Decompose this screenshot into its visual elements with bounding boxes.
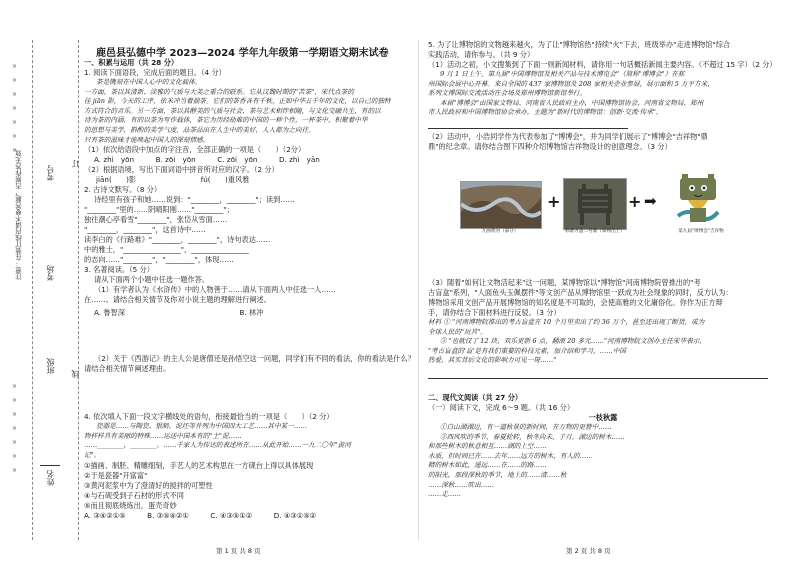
q5-3-stem-cont-1: 古盲盒"系列，"人面鱼头玉佩摆件"等文创产品从博物馆里一跃成为社会现象的同时，反方认为： [428, 288, 733, 297]
q2-line-7: 的志向……"________"，"________"，体现…… [84, 255, 234, 265]
q1-1-options: A. zhì yōn B. zōi yōn C. zōi yōn D. zhì yān [94, 155, 320, 165]
essay-para-7: ……深秋……吹出…… [428, 480, 494, 489]
q5-3-stem: （3）随着"如何让文物活起来"这一问题，某博物馆以"博物馆"河南博物院曾推出的"考 [428, 278, 701, 287]
q4-options[interactable]: A. ③④②①⑤ B. ③⑤④②① C. ④③⑤①② D. ④③①⑤② [84, 510, 317, 520]
xingming-underline [40, 465, 60, 466]
margin-label-ding: 订 [71, 160, 80, 168]
arrow-right-icon: ➡ [644, 192, 657, 210]
q3-2-stem-cont: 请结合相关情节阐述理由。 [84, 364, 171, 374]
q5-material-1-cont: 全球人民的"玩具"。 [428, 327, 487, 336]
margin-label-kaochang: 考场 [46, 265, 55, 281]
q5-3-stem-cont-3: 手，请你结合下面材料进行反驳。（3 分） [428, 308, 561, 317]
binding-line [78, 40, 79, 540]
q3-stem: 3. 名著阅读。（5 分） [84, 265, 154, 275]
q5-material-2-cont-1: "考古盲盒的'盲'是有我们重要的科技元素，加介绍和学习，……中国 [428, 346, 626, 355]
q3-2-stem: （2）关于《西游记》的主人公是唐僧还是孙悟空这一问题，同学们有不同的看法，你的看法是什么？ [94, 354, 415, 364]
q2-line-2: "________"里的……阴晴阳刚……"________"； [84, 205, 234, 215]
margin-cross-marks-lower: × × × × × × × [12, 383, 18, 474]
q3-2-answer-space[interactable] [84, 374, 410, 412]
cut-line [32, 40, 33, 540]
q4-passage-line-4: 记"。 [84, 450, 101, 459]
q4-item-2: ②于是瓷器"开富富" [84, 470, 148, 480]
essay-para-8: ……走…… [428, 490, 461, 499]
q2-line-3: 独往潮心亭看雪"________"，张岱从雪面…… [84, 215, 228, 225]
page-title: 鹿邑县弘德中学 2023—2024 学年九年级第一学期语文期末试卷 [96, 48, 389, 59]
q1-2-blank-a[interactable]: jiān( )影 [96, 175, 137, 185]
reading-sub-header: （一）阅读下文，完成 6～9 题。（共 16 分） [428, 402, 575, 412]
plus-sign-1: + [547, 192, 561, 211]
margin-label-xingming: 姓名 [46, 470, 55, 486]
essay-title: 一枝秋露 [588, 412, 618, 422]
caption-mascot: 第九届"博博会"吉祥物 [678, 229, 724, 234]
column-divider [418, 40, 419, 540]
q5-material-1: 材料 ① "河南博物院推出的考古盲盒在 10 个月里卖出了约 36 万个，甚至还出现了断货，成为 [428, 318, 705, 326]
q4-item-3: ③黄河泥浆中为了澄清好的搅拌的可塑性 [84, 480, 213, 490]
q5-stem: 5. 为了让博物馆的文物越来越火，为了让"博物馆热"持续"火"下去，班级举办"走进博物馆"综合 [428, 40, 731, 49]
essay-para-2: ②西风吹的季节，春夏轮转，秋冬尚未，子月，湖边的树木…… [440, 432, 625, 441]
q5-3-answer-line[interactable] [428, 366, 768, 379]
q1-passage-line-5: 诗为茶的内涵，有的以茶为写作载体，茶它为历经劫难的中国的一种个性，一杯茶中，积聚着中华 [84, 116, 368, 125]
q2-line-4: "________，________"，这首诗中…… [84, 225, 206, 235]
right-column-lower [428, 278, 778, 500]
q3-option-b[interactable]: B. 林冲 [239, 308, 264, 318]
section-2-header: 二、现代文阅读（共 27 分） [428, 392, 523, 402]
q1-passage-line-4: 方式符合的音乐。另一方面，茶以其醇美的气质与社会，茶与艺术相伴相随，与文化交融共生，有的以 [84, 106, 381, 115]
section-1-header: 一、积累与运用（共 28 分） [84, 58, 179, 67]
q3-option-a[interactable]: A. 鲁智深 [94, 308, 125, 318]
q4-item-5: ⑤而且彻底烧炼出，蛋壳奇妙 [84, 500, 177, 510]
q4-item-4: ④与石砚受到子石材的形式不同 [84, 490, 184, 500]
margin-label-xuehao: 考号 [46, 165, 55, 181]
q5-1-answer-line[interactable] [428, 118, 628, 129]
bronze-ding-image [563, 178, 627, 230]
q1-2-blank-b[interactable]: fú( )重风雅 [200, 175, 250, 185]
q2-stem: 2. 古诗文默写。（8 分） [84, 185, 162, 195]
q1-passage-line-3: 佳 jiān 影，今天的工序，依米冲当着揣茶。它们的茶香各有千秋，正如中华五千年的文化，以自己的独特 [84, 97, 391, 106]
q4-item-1: ①描画、制胚、精雕细刻，手艺人的艺术构思在一方砚台上得以具体展现 [84, 460, 314, 470]
q3-options [84, 308, 410, 318]
q5-news-line-2: 州国际会展中心开幕。来自全国的 437 家博物馆及 208 家相关企业参展，展示面积 5 万平方米， [428, 79, 714, 88]
q5-news-line-3: 系列文博国际交流活动在会场及郑州博物馆新馆举行。 [428, 89, 587, 98]
q4-passage-line-1: 瓷器是……与陶瓷、银制、泥坯等并列为中国四大工艺……其中某一…… [96, 422, 307, 431]
q1-2-stem: （2）根据语境，写出下面词语中拼音所对应的汉字。（2 分） [84, 165, 279, 175]
q3-1-stem: （1）有学者认为《水浒传》中的人物善于……请从下面两人中任选一人…… [94, 285, 336, 295]
essay-para-3: 和那些树木的秋意相互……湖的上空…… [428, 442, 547, 451]
q5-material-2-cont-2: 热爱，其实背后文化的影响力可见一斑……" [428, 356, 557, 365]
essay-para-4: 水质，但时间已在……去年……远方的树木，有人的…… [428, 451, 593, 460]
caption-bronze-ding: 标准方盖二号鼎（郑州出土） [565, 229, 625, 234]
margin-notice: 注意：在装订线内请不要答题，否则作答无效 [15, 150, 23, 280]
yellow-river-image [460, 181, 542, 229]
q5-2-stem: （2）活动中，小浩同学作为代表参加了"博博会"，并为同学们展示了"博博会"吉祥物"鼎 [428, 131, 708, 141]
q1-passage-line-7: 只有茶的滋味才能唤起中国人的深刻情感。 [84, 135, 210, 144]
q5-1-stem: （1）活动之初，小文搜集到了下面一则新闻材料，请你用一句话概括新闻主要内容。（不超过 15 字）（2 分） [428, 60, 777, 69]
right-column [428, 40, 778, 152]
essay-para-6: 的阳光，那段深秋的季节，地上的……清……秋 [428, 470, 567, 479]
q5-stem-cont: 实践活动，请你参与。（共 9 分） [428, 50, 535, 59]
q1-stem: 1. 阅读下面语段，完成后面的题目。（4 分） [84, 68, 226, 77]
bronze-ding-picture [564, 179, 626, 229]
q4-passage-line-3: ……________，________。……千家人为传达的表述所在……从此开始……一九二〇年"黄河 [84, 441, 351, 450]
q5-3-stem-cont-2: 博物馆采用文创产品开展博物馆的知名度是不可取的，会使高雅的文化庸俗化。你作为正方辩 [428, 298, 723, 307]
caption-yellow-river: 九曲黄河（部分） [481, 229, 519, 234]
q5-material-2: ② "也就仅了 12 块，欢乐更新 6 点，翻滚 20 多元……"河南博物院文创办主任宋华表示， [440, 337, 706, 346]
q1-1-stem: （1）依次给语段中加点的字注音，全部正确的一项是（ ）（2分） [84, 145, 306, 155]
q1-2-answers [84, 175, 410, 185]
mascot-dingding-picture [664, 172, 732, 230]
q5-news-line-4: 本届"博博会"由国家文物局、河南省人民政府主办，中国博物馆协会、河南省文物局、郑州 [440, 98, 704, 107]
q2-line-1: 诗经里有孩子和她……说到："________，________"；读到…… [94, 195, 295, 205]
margin-label-xian: 线 [71, 370, 80, 378]
margin-label-banji: 班级 [46, 358, 55, 374]
left-column [84, 58, 415, 521]
q1-passage-line-6: 的思想与美学，斟酌的美学气度，品茶品出在人生中的美好，人人都为之向往。 [84, 125, 315, 134]
q4-stem: 4. 依次填入下面一段文字横线处的语句，衔接最恰当的一项是（ ）（2 分） [84, 412, 334, 422]
q2-line-6: 中的雅士，"________________"，________________ [84, 245, 249, 255]
q1-passage-line-1: 茶是镌刻在中国人心中的文化载体。 [96, 78, 202, 86]
q5-2-stem-cont: 鼎"的纪念章。请你结合图下四种介绍博物馆吉祥物设计的创意理念、（3 分） [428, 141, 672, 151]
q3-1-answer-space[interactable] [84, 318, 410, 354]
q5-news-line-5: 市人民政府和中国博物馆协会承办，主题为"新时代的博物馆：创新·交流·传承"。 [428, 108, 663, 117]
margin-cross-marks: × × × × × × × [12, 63, 18, 154]
q3-1-stem-cont: 在……。请结合相关情节及你对小说主题的理解进行阐述。 [84, 295, 271, 305]
essay-para-1: ①白山湖湖边，有一道秋景的新时间，在万物的更替中…… [440, 422, 612, 431]
q1-passage-line-2: 一方面，茶以其清新、淡雅的气质与大美之重合的联系。它从汉魏时期的"苦茶"，宋代点茶的 [84, 87, 354, 96]
yellow-river-picture [461, 182, 541, 228]
q3-sub: 请从下面两个小题中任选一题作答。 [94, 275, 210, 285]
essay-para-5: 精的树木如此，遥远……在……的路…… [428, 461, 547, 470]
q5-news-line-1: 9 月 1 日上午，第九届"中国博物馆及相关产品与技术博览会"（简称"博博会"）在郑 [440, 70, 685, 78]
q4-passage-line-2: 物样样具有美丽的特殊……运送中国本有的"土"泥…… [84, 431, 242, 440]
plus-sign-2: + [628, 192, 642, 211]
footer-page-left: 第 1 页 共 8 页 [216, 547, 261, 555]
mascot-image [664, 172, 732, 230]
footer-page-right: 第 2 页 共 8 页 [566, 547, 611, 555]
q2-line-5: 读李白的《行路难》"________，________"，诗句表达…… [84, 235, 271, 245]
